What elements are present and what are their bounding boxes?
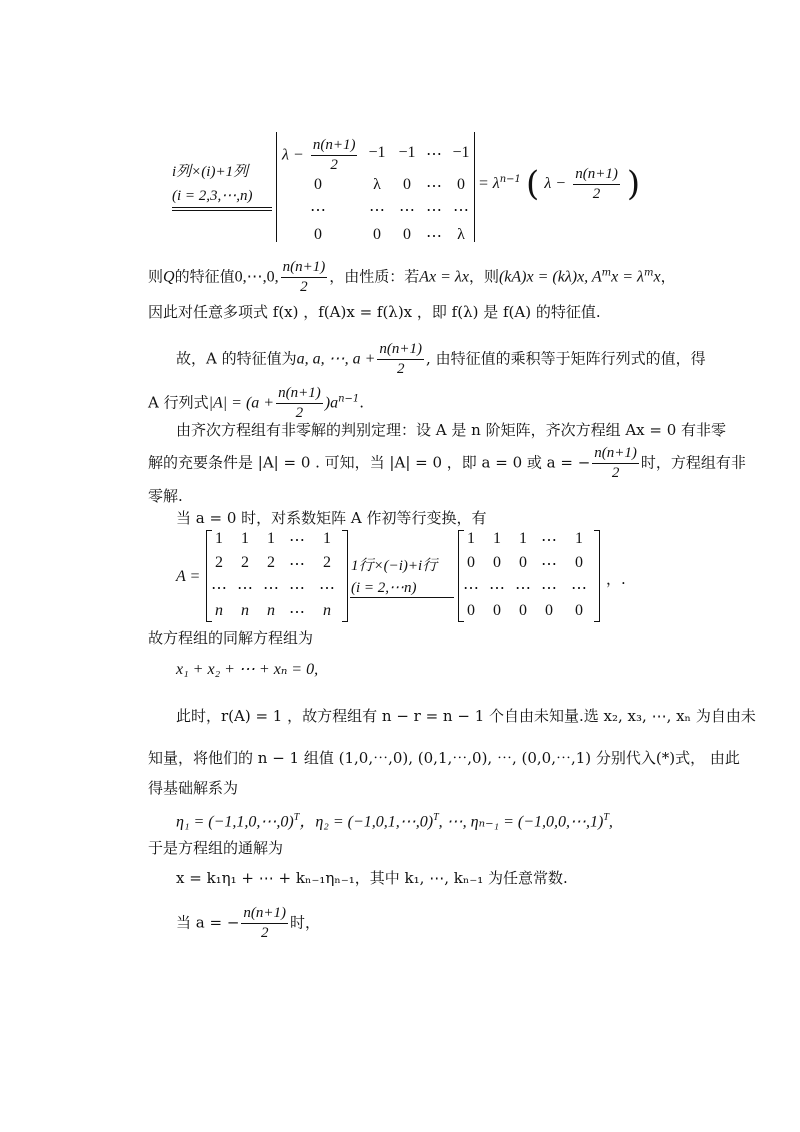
det-r2c4: ⋯: [426, 178, 442, 195]
para-condition: 解的充要条件是 |A| = 0 . 可知，当 |A| = 0 ，即 a = 0 或 a = − $\frac{n(n+1)}{2}$ 时，方程组有非: [148, 445, 746, 481]
equation-general: x = k₁η₁ + ⋯ + kₙ₋₁ηₙ₋₁，其中 k₁, ⋯, kₙ₋₁ 为任意常数.: [176, 869, 568, 887]
matR-r4c5: 0: [575, 602, 583, 619]
matL-r3c4: ⋯: [289, 580, 305, 597]
matL-r2c3: 2: [267, 554, 275, 571]
det-r4c2: 0: [373, 226, 381, 243]
matR-r2c5: 0: [575, 554, 583, 571]
para-general: 于是方程组的通解为: [148, 839, 284, 857]
det-r3c2: ⋯: [369, 202, 385, 219]
matR-r3c5: ⋯: [571, 580, 587, 597]
right-matrix-bracket-r: [594, 530, 600, 622]
equation-basis: η₁ = (−1,1,0,⋯,0)$^T$，η₂ = (−1,0,1,⋯,0)$^T$, ⋯, ηₙ₋₁ = (−1,0,0,⋯,1)$^T$,: [176, 812, 613, 831]
matL-r1c1: 1: [215, 530, 223, 547]
matR-r4c4: 0: [545, 602, 553, 619]
matrix-tail: ，.: [606, 570, 626, 588]
matL-r2c2: 2: [241, 554, 249, 571]
matR-r2c1: 0: [467, 554, 475, 571]
matR-r4c1: 0: [467, 602, 475, 619]
matR-r3c2: ⋯: [489, 580, 505, 597]
det-r4c4: ⋯: [426, 228, 442, 245]
para-theorem: 由齐次方程组有非零解的判别定理：设 A 是 n 阶矩阵，齐次方程组 Ax = 0 有非零: [176, 421, 727, 439]
matR-r4c2: 0: [493, 602, 501, 619]
para-polynomial: 因此对任意多项式 f(x) ，f(A)x = f(λ)x ，即 f(λ) 是 f(A) 的特征值.: [148, 303, 601, 321]
matR-r2c3: 0: [519, 554, 527, 571]
det-r3c5: ⋯: [453, 202, 469, 219]
matR-r1c2: 1: [493, 530, 501, 547]
matR-r3c4: ⋯: [541, 580, 557, 597]
op-underline-2: [172, 210, 272, 211]
det-r2c5: 0: [457, 176, 465, 193]
det-r4c3: 0: [403, 226, 411, 243]
row-op-arrow: [350, 597, 454, 598]
matR-r3c3: ⋯: [515, 580, 531, 597]
left-matrix-bracket-r: [342, 530, 348, 622]
det-r1c5: −1: [452, 144, 470, 161]
matR-r1c1: 1: [467, 530, 475, 547]
det-r3c4: ⋯: [426, 202, 442, 219]
row-op-label: 1行×(−i)+i行: [351, 558, 438, 574]
matR-r1c4: ⋯: [541, 532, 557, 549]
det-r1c3: −1: [398, 144, 416, 161]
matL-r3c3: ⋯: [263, 580, 279, 597]
matL-r4c3: n: [267, 602, 275, 619]
det-r3c3: ⋯: [399, 202, 415, 219]
matL-r1c2: 1: [241, 530, 249, 547]
det-left-bar: [276, 132, 277, 242]
para-nonzero: 零解.: [148, 487, 183, 505]
det-rhs: = $\lambda^{n-1}$ ( λ − $\frac{n(n+1)}{2}$ ): [478, 164, 641, 204]
para-free-unknowns: 此时，r(A) = 1 ，故方程组有 n − r = n − 1 个自由未知量.选 x₂, x₃, ⋯, xₙ 为自由未: [176, 707, 756, 725]
det-r4c1: 0: [314, 226, 322, 243]
op-condition: (i = 2,3,⋯,n): [172, 188, 253, 204]
para-case-a: 当 a = − $\frac{n(n+1)}{2}$ 时，: [176, 905, 321, 941]
matL-r2c4: ⋯: [289, 556, 305, 573]
matL-r1c3: 1: [267, 530, 275, 547]
matL-r4c4: ⋯: [289, 604, 305, 621]
matL-r1c4: ⋯: [289, 532, 305, 549]
matL-r4c5: n: [323, 602, 331, 619]
det-r2c1: 0: [314, 176, 322, 193]
matL-r4c1: n: [215, 602, 223, 619]
matR-r3c1: ⋯: [463, 580, 479, 597]
matL-r4c2: n: [241, 602, 249, 619]
op-label: i列×(i)+1列: [172, 164, 249, 180]
det-r1c4: ⋯: [426, 146, 442, 163]
row-op-condition: (i = 2,⋯n): [351, 580, 417, 596]
det-r1c2: −1: [368, 144, 386, 161]
matR-r1c3: 1: [519, 530, 527, 547]
matrix-label: A =: [176, 568, 201, 585]
equation-sum: x₁ + x₂ + ⋯ + xₙ = 0,: [176, 661, 319, 678]
matR-r4c3: 0: [519, 602, 527, 619]
para-basis: 得基础解系为: [148, 779, 239, 797]
matR-r2c2: 0: [493, 554, 501, 571]
det-r4c5: λ: [457, 226, 465, 243]
matR-r2c4: ⋯: [541, 556, 557, 573]
para-substitute: 知量，将他们的 n − 1 组值 (1,0,⋯,0), (0,1,⋯,0), ⋯, (0,0,⋯,1) 分别代入(*)式， 由此: [148, 749, 740, 767]
det-r2c2: λ: [373, 176, 381, 193]
matL-r2c1: 2: [215, 554, 223, 571]
para-row-ops: 当 a = 0 时，对系数矩阵 A 作初等行变换，有: [176, 509, 487, 527]
para-eigenvalues-A: 故，A 的特征值为a, a, ⋯, a + $\frac{n(n+1)}{2}$ , 由特征值的乘积等于矩阵行列式的值，得: [176, 341, 706, 377]
matR-r1c5: 1: [575, 530, 583, 547]
matL-r3c5: ⋯: [319, 580, 335, 597]
matL-r3c1: ⋯: [211, 580, 227, 597]
matL-r3c2: ⋯: [237, 580, 253, 597]
det-r2c3: 0: [403, 176, 411, 193]
matL-r2c5: 2: [323, 554, 331, 571]
para-determinant: A 行列式|A| = (a + $\frac{n(n+1)}{2}$ )$a^{n-1}$.: [148, 385, 365, 421]
det-r3c1: ⋯: [310, 202, 326, 219]
para-eigenvalues-Q: 则Q的特征值0,⋯,0, $\frac{n(n+1)}{2}$ ，由性质：若Ax = λx，则(kA)x = (kλ)x, $A^mx = \lambda^mx$，: [148, 259, 676, 295]
matL-r1c5: 1: [323, 530, 331, 547]
para-equiv-system: 故方程组的同解方程组为: [148, 629, 314, 647]
det-right-bar: [474, 132, 475, 242]
det-r1c1: λ − $\frac{n(n+1)}{2}$: [282, 137, 356, 173]
op-underline-1: [172, 207, 272, 208]
